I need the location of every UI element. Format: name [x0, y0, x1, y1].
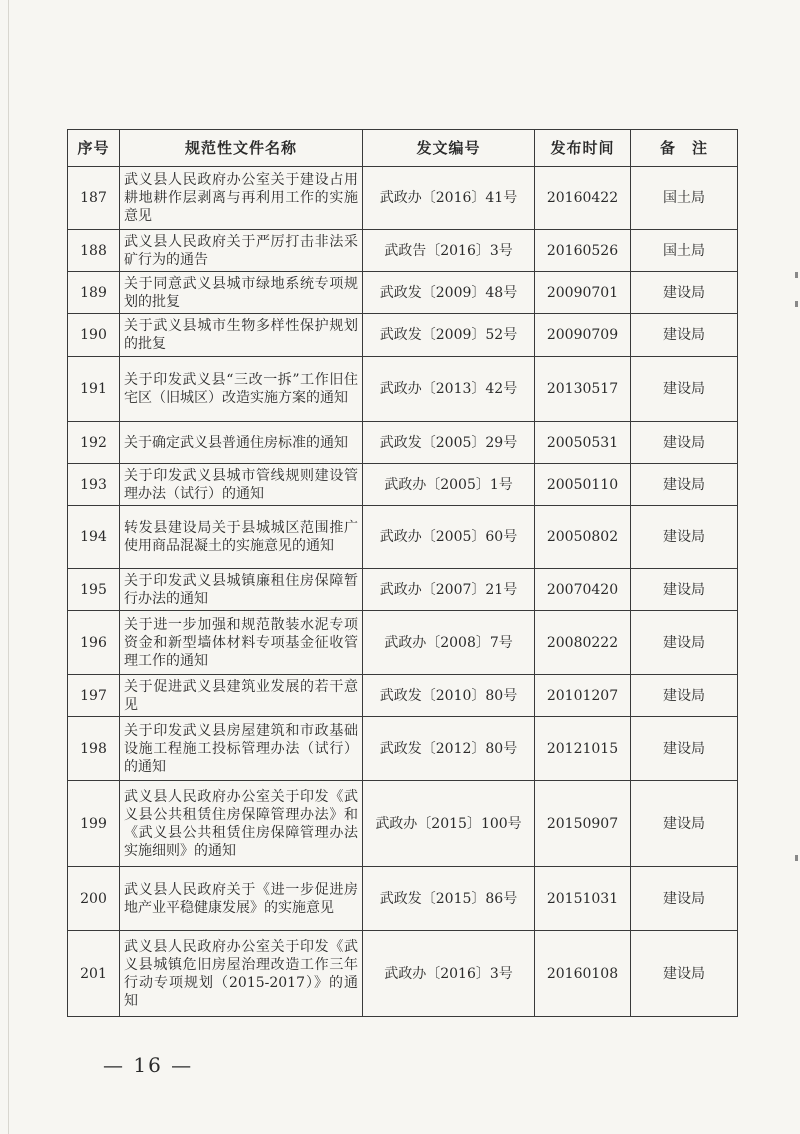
- table-body: [68, 167, 738, 1017]
- row-remarks: 建设局: [631, 272, 738, 314]
- table-row: [68, 272, 738, 314]
- row-publish-date: 20130517: [535, 357, 631, 422]
- scan-mark: [795, 301, 798, 307]
- regulation-documents-table: [67, 129, 738, 1017]
- row-serial-number: 194: [68, 506, 120, 569]
- row-document-name: 关于同意武义县城市绿地系统专项规划的批复: [120, 272, 363, 314]
- table-row: [68, 422, 738, 464]
- table-row: [68, 931, 738, 1017]
- table-row: [68, 675, 738, 717]
- row-document-number: 武政办〔2007〕21号: [363, 569, 535, 611]
- row-publish-date: 20050531: [535, 422, 631, 464]
- row-serial-number: 189: [68, 272, 120, 314]
- row-document-name: 武义县人民政府办公室关于印发《武义县城镇危旧房屋治理改造工作三年行动专项规划（2015-2017）》的通知: [120, 931, 363, 1017]
- row-document-number: 武政发〔2012〕80号: [363, 717, 535, 781]
- row-remarks: 建设局: [631, 867, 738, 931]
- row-serial-number: 200: [68, 867, 120, 931]
- row-document-number: 武政办〔2005〕1号: [363, 464, 535, 506]
- row-document-name: 武义县人民政府关于严厉打击非法采矿行为的通告: [120, 230, 363, 272]
- row-remarks: 建设局: [631, 357, 738, 422]
- table-row: [68, 611, 738, 675]
- table-row: [68, 781, 738, 867]
- row-publish-date: 20150907: [535, 781, 631, 867]
- row-document-name: 武义县人民政府关于《进一步促进房地产业平稳健康发展》的实施意见: [120, 867, 363, 931]
- row-document-number: 武政告〔2016〕3号: [363, 230, 535, 272]
- row-document-name: 关于进一步加强和规范散装水泥专项资金和新型墙体材料专项基金征收管理工作的通知: [120, 611, 363, 675]
- row-document-name: 关于印发武义县城镇廉租住房保障暂行办法的通知: [120, 569, 363, 611]
- row-serial-number: 196: [68, 611, 120, 675]
- row-document-number: 武政发〔2010〕80号: [363, 675, 535, 717]
- table-header-row: [68, 130, 738, 167]
- table-row: [68, 464, 738, 506]
- row-remarks: 建设局: [631, 675, 738, 717]
- row-publish-date: 20160422: [535, 167, 631, 230]
- row-document-number: 武政办〔2013〕42号: [363, 357, 535, 422]
- row-document-number: 武政发〔2005〕29号: [363, 422, 535, 464]
- row-document-name: 关于武义县城市生物多样性保护规划的批复: [120, 314, 363, 357]
- row-publish-date: 20090709: [535, 314, 631, 357]
- table-row: [68, 357, 738, 422]
- table-row: [68, 506, 738, 569]
- row-document-name: 关于确定武义县普通住房标准的通知: [120, 422, 363, 464]
- row-publish-date: 20050802: [535, 506, 631, 569]
- row-serial-number: 199: [68, 781, 120, 867]
- row-remarks: 国土局: [631, 230, 738, 272]
- row-publish-date: 20090701: [535, 272, 631, 314]
- row-remarks: 国土局: [631, 167, 738, 230]
- table-row: [68, 867, 738, 931]
- row-serial-number: 193: [68, 464, 120, 506]
- scan-mark: [795, 855, 798, 861]
- row-document-name: 关于促进武义县建筑业发展的若干意见: [120, 675, 363, 717]
- row-remarks: 建设局: [631, 781, 738, 867]
- row-document-number: 武政办〔2016〕41号: [363, 167, 535, 230]
- table-row: [68, 569, 738, 611]
- row-document-number: 武政办〔2005〕60号: [363, 506, 535, 569]
- row-publish-date: 20080222: [535, 611, 631, 675]
- row-remarks: 建设局: [631, 717, 738, 781]
- row-publish-date: 20151031: [535, 867, 631, 931]
- table-row: [68, 167, 738, 230]
- table-row: [68, 717, 738, 781]
- header-remarks: 备 注: [631, 130, 738, 167]
- row-document-name: 关于印发武义县房屋建筑和市政基础设施工程施工投标管理办法（试行）的通知: [120, 717, 363, 781]
- row-serial-number: 195: [68, 569, 120, 611]
- table-row: [68, 230, 738, 272]
- table-row: [68, 314, 738, 357]
- row-document-number: 武政办〔2008〕7号: [363, 611, 535, 675]
- row-serial-number: 197: [68, 675, 120, 717]
- row-document-name: 转发县建设局关于县城城区范围推广使用商品混凝土的实施意见的通知: [120, 506, 363, 569]
- row-remarks: 建设局: [631, 931, 738, 1017]
- header-serial-number: 序号: [68, 130, 120, 167]
- row-publish-date: 20070420: [535, 569, 631, 611]
- row-document-name: 武义县人民政府办公室关于建设占用耕地耕作层剥离与再利用工作的实施意见: [120, 167, 363, 230]
- row-remarks: 建设局: [631, 314, 738, 357]
- row-remarks: 建设局: [631, 611, 738, 675]
- row-publish-date: 20160526: [535, 230, 631, 272]
- row-serial-number: 201: [68, 931, 120, 1017]
- row-serial-number: 187: [68, 167, 120, 230]
- header-document-number: 发文编号: [363, 130, 535, 167]
- row-serial-number: 191: [68, 357, 120, 422]
- page-edge-line: [8, 0, 9, 1134]
- row-remarks: 建设局: [631, 422, 738, 464]
- row-remarks: 建设局: [631, 569, 738, 611]
- row-document-number: 武政发〔2009〕48号: [363, 272, 535, 314]
- scan-mark: [795, 272, 798, 278]
- row-serial-number: 198: [68, 717, 120, 781]
- header-publish-date: 发布时间: [535, 130, 631, 167]
- row-remarks: 建设局: [631, 464, 738, 506]
- page-number: — 16 —: [103, 1053, 194, 1077]
- row-serial-number: 188: [68, 230, 120, 272]
- row-remarks: 建设局: [631, 506, 738, 569]
- row-publish-date: 20121015: [535, 717, 631, 781]
- row-document-name: 关于印发武义县城市管线规则建设管理办法（试行）的通知: [120, 464, 363, 506]
- row-publish-date: 20050110: [535, 464, 631, 506]
- row-document-name: 武义县人民政府办公室关于印发《武义县公共租赁住房保障管理办法》和《武义县公共租赁住房保障管理办法实施细则》的通知: [120, 781, 363, 867]
- row-publish-date: 20160108: [535, 931, 631, 1017]
- row-document-number: 武政发〔2015〕86号: [363, 867, 535, 931]
- row-document-number: 武政发〔2009〕52号: [363, 314, 535, 357]
- row-document-number: 武政办〔2016〕3号: [363, 931, 535, 1017]
- row-serial-number: 190: [68, 314, 120, 357]
- row-document-number: 武政办〔2015〕100号: [363, 781, 535, 867]
- header-document-name: 规范性文件名称: [120, 130, 363, 167]
- row-serial-number: 192: [68, 422, 120, 464]
- row-document-name: 关于印发武义县“三改一拆”工作旧住宅区（旧城区）改造实施方案的通知: [120, 357, 363, 422]
- row-publish-date: 20101207: [535, 675, 631, 717]
